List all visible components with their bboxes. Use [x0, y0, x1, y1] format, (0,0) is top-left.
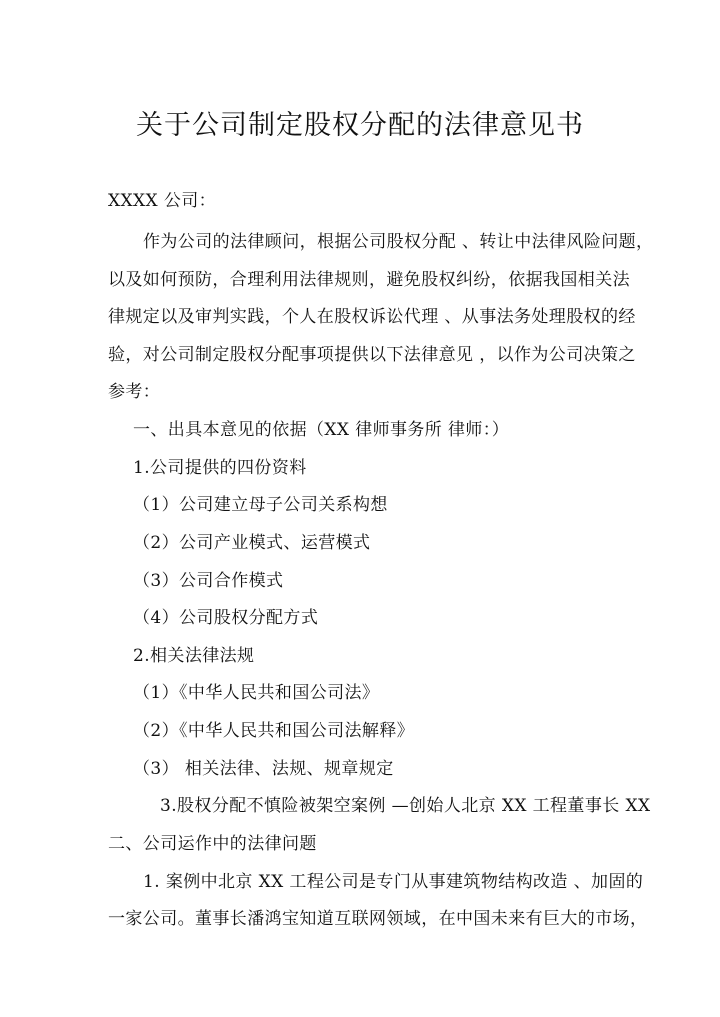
list-item: （3） 相关法律、法规、规章规定: [133, 759, 394, 779]
intro-line: 验，对公司制定股权分配事项提供以下法律意见 ，以作为公司决策之: [108, 345, 636, 365]
case-paragraph-line: 一家公司。董事长潘鸿宝知道互联网领域，在中国未来有巨大的市场，: [108, 909, 648, 929]
section-heading: 一、出具本意见的依据（XX 律师事务所 律师：）: [133, 420, 510, 440]
list-item: （1）公司建立母子公司关系构想: [133, 495, 388, 515]
intro-line: 律规定以及审判实践，个人在股权诉讼代理 、从事法务处理股权的经: [108, 307, 636, 327]
section-heading: 二、公司运作中的法律问题: [108, 834, 317, 854]
intro-line: 参考：: [108, 382, 161, 402]
list-heading: 1.公司提供的四份资料: [133, 458, 307, 478]
list-item: （3）公司合作模式: [133, 571, 284, 591]
list-heading: 3.股权分配不慎险被架空案例 —创始人北京 XX 工程董事长 XX: [160, 796, 651, 816]
list-item: （2）公司产业模式、运营模式: [133, 533, 371, 553]
salutation: XXXX 公司：: [108, 191, 217, 211]
list-item: （2）《中华人民共和国公司法解释》: [133, 721, 415, 741]
list-heading: 2.相关法律法规: [133, 646, 255, 666]
document-title: 关于公司制定股权分配的法律意见书: [136, 110, 584, 141]
intro-line: 作为公司的法律顾问，根据公司股权分配 、转让中法律风险问题，: [143, 232, 654, 252]
list-item: （4）公司股权分配方式: [133, 608, 319, 628]
case-paragraph-line: 1. 案例中北京 XX 工程公司是专门从事建筑物结构改造 、加固的: [143, 872, 644, 892]
list-item: （1）《中华人民共和国公司法》: [133, 683, 380, 703]
intro-line: 以及如何预防，合理利用法律规则，避免股权纠纷，依据我国相关法: [108, 270, 630, 290]
